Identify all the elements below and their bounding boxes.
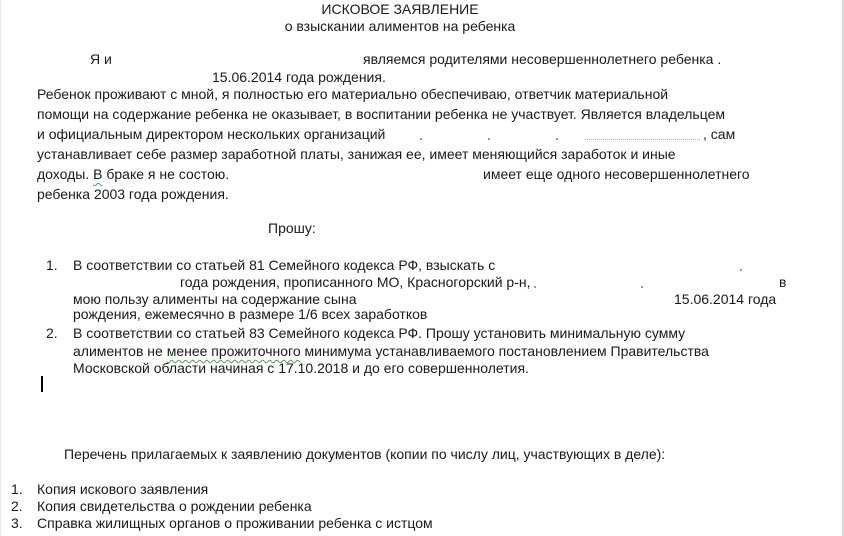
request-2-line-2: [73, 343, 709, 360]
redaction-line: [585, 139, 700, 140]
intro-line-7-part-a: доходы.: [37, 166, 90, 182]
redaction-dot: [420, 138, 422, 140]
redaction-dot: [740, 269, 742, 271]
redaction-dot: [556, 138, 558, 140]
list-number: 3.: [11, 515, 23, 531]
intro-line-3: Ребенок проживают с мной, я полностью его материально обеспечиваю, ответчик материальной: [37, 86, 669, 102]
list-item: Копия свидетельства о рождении ребенка: [37, 498, 312, 514]
intro-line-1-end: являемся родителями несовершеннолетнего ребенка .: [363, 51, 722, 67]
request-1-line-2: года рождения, прописанного МО, Красногорский р-н,: [180, 274, 531, 290]
intro-line-5-end: , сам: [703, 126, 736, 142]
request-1-line-2-end: в: [779, 274, 787, 290]
redaction-dot: [641, 286, 643, 288]
spellcheck-underline: менее прожиточного: [166, 343, 301, 359]
request-heading: Прошу:: [268, 220, 316, 236]
intro-line-7-end: имеет еще одного несовершеннолетнего: [483, 166, 750, 182]
page-left-edge: [0, 0, 1, 536]
attachments-heading: Перечень прилагаемых к заявлению документов (копии по числу лиц, участвующих в деле):: [64, 446, 666, 462]
document-subtitle: о взыскании алиментов на ребенка: [284, 18, 516, 34]
intro-line-2: 15.06.2014 года рождения.: [212, 69, 386, 85]
intro-line-4: помощи на содержание ребенка не оказывает, в воспитании ребенка не участвует. Является владельцем: [37, 106, 725, 122]
intro-line-7: [37, 166, 229, 183]
list-item: Копия искового заявления: [37, 481, 209, 497]
request-2-line-2-part-c: минимума устанавливаемого постановлением Правительства: [304, 343, 709, 359]
intro-line-8: ребенка 2003 года рождения.: [37, 186, 229, 202]
list-number: 2.: [11, 498, 23, 514]
request-2-line-1: В соответствии со статьей 83 Семейного кодекса РФ. Прошу установить минимальную сумму: [73, 325, 686, 341]
intro-line-7-part-c: браке я не состою.: [106, 166, 230, 182]
list-number: 2.: [46, 325, 58, 341]
list-item: Справка жилищных органов о проживании ребенка с истцом: [37, 515, 433, 531]
request-2-line-2-part-a: алиментов не: [73, 343, 163, 359]
spellcheck-underline: В: [93, 166, 103, 182]
request-2-line-3: Московской области начиная с 17.10.2018 и до его совершеннолетия.: [73, 360, 529, 376]
intro-line-6: устанавливает себе размер заработной платы, занижая ее, имеет меняющийся заработок и иные: [37, 146, 676, 162]
request-1-line-3: мою пользу алименты на содержание сына: [73, 291, 357, 307]
document-title: ИСКОВОЕ ЗАЯВЛЕНИЕ: [321, 1, 479, 17]
request-1-line-1: В соответствии со статьей 81 Семейного кодекса РФ, взыскать с: [73, 257, 496, 273]
list-number: 1.: [46, 257, 58, 273]
redaction-dot: [534, 286, 536, 288]
intro-line-1-start: Я и: [90, 51, 112, 67]
text-cursor[interactable]: [41, 376, 43, 392]
request-1-line-3-end: 15.06.2014 года: [674, 291, 777, 307]
intro-line-5-start: и официальным директором нескольких организаций: [37, 126, 386, 142]
request-1-line-4: рождения, ежемесячно в размере 1/6 всех заработков: [73, 306, 428, 322]
redaction-dot: [488, 138, 490, 140]
list-number: 1.: [11, 481, 23, 497]
